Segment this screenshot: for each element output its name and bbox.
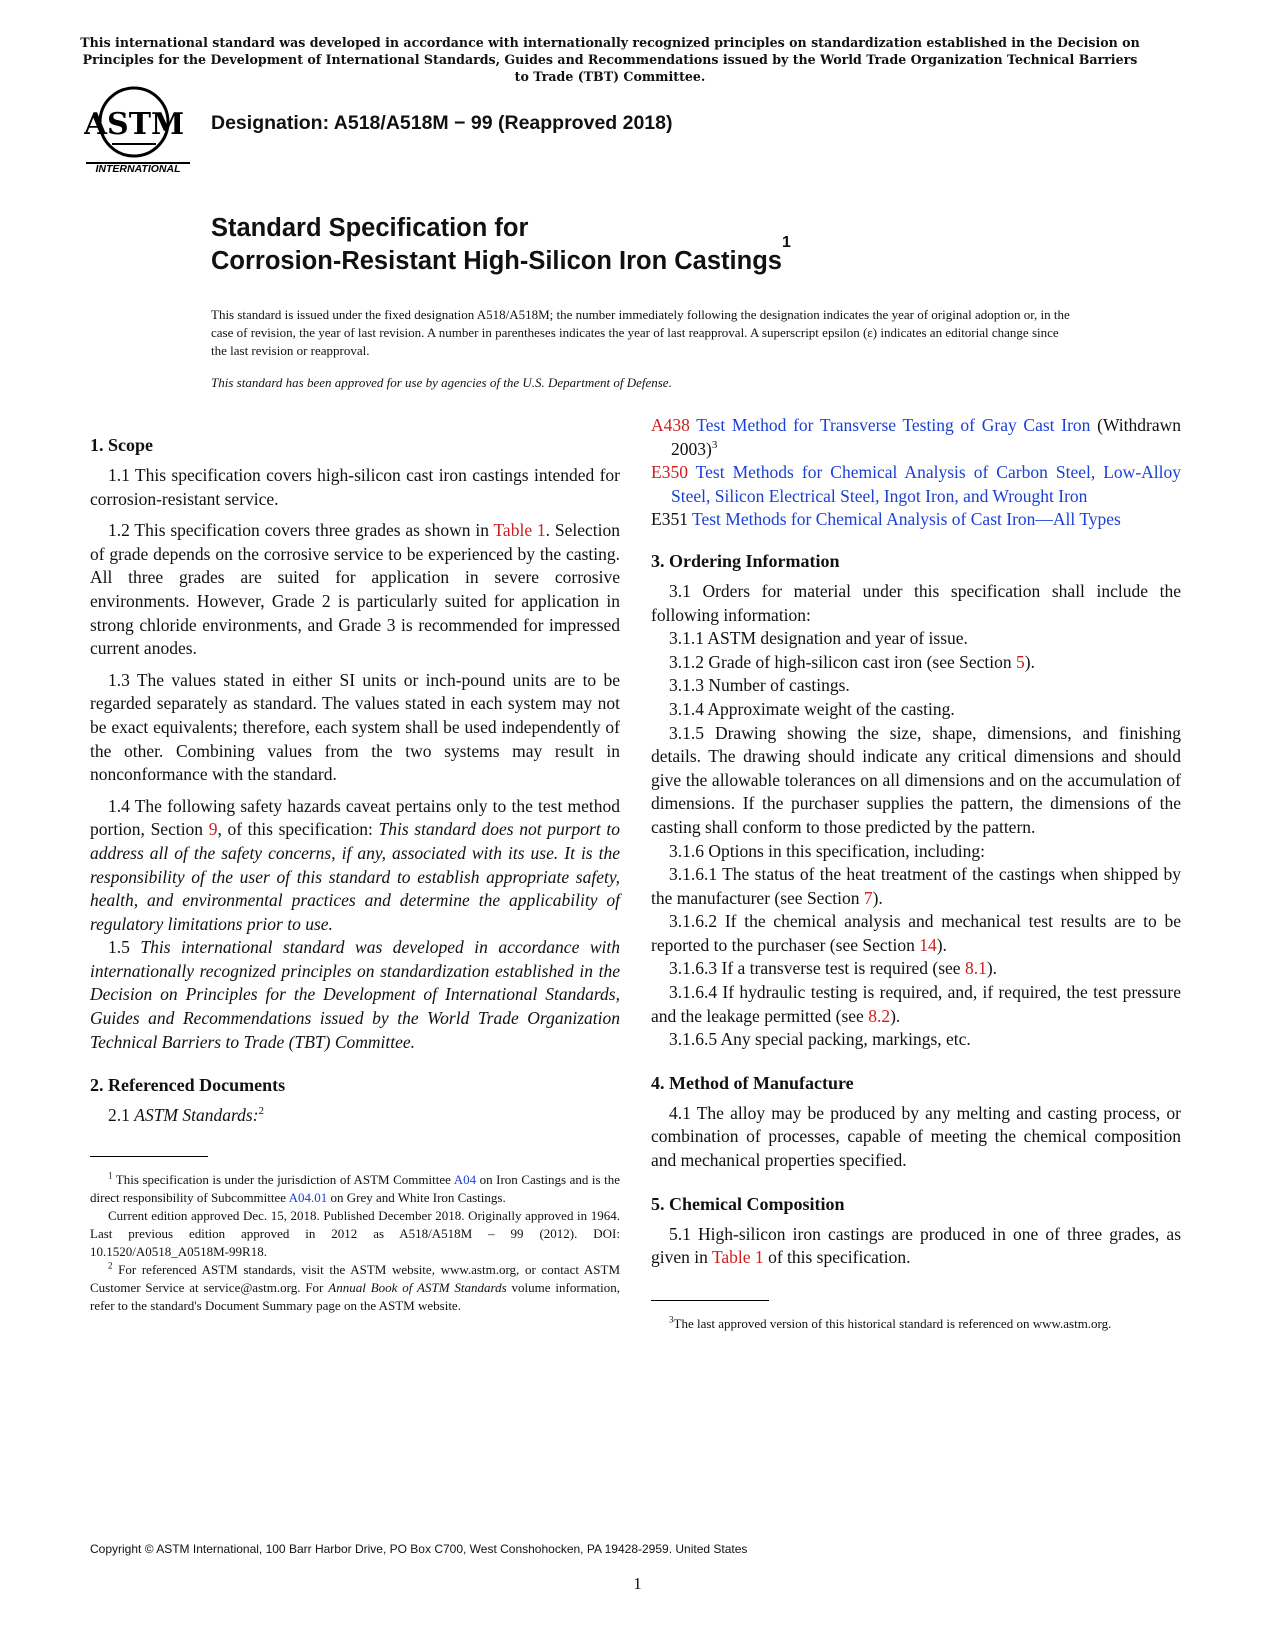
section-8-1-link[interactable]: 8.1 [964, 958, 987, 979]
right-column [651, 414, 1181, 1333]
section-4-heading: 4. Method of Manufacture [651, 1072, 854, 1093]
para-3-1-4: 3.1.4 Approximate weight of the casting. [669, 698, 955, 719]
para-1-5 [90, 936, 620, 1054]
para-4-1: 4.1 The alloy may be produced by any melting and casting process, or combination of processes, capable of meeting the chemical composition and mechanical properties specified. [651, 1102, 1181, 1171]
footnote-1-text: This specification is under the jurisdiction of ASTM Committee [112, 1171, 454, 1187]
para-2-1-text: ASTM Standards: [134, 1105, 259, 1126]
logo-letters: ASTM [84, 107, 185, 142]
para-3-1-1: 3.1.1 ASTM designation and year of issue. [669, 628, 968, 649]
tbt-notice: This international standard was developed in accordance with internationally recognized principles on standardization established in the Decision on Principles for the Development of International Standards, Guides and Recommendations issued by the World Trade Organization Technical Barriers to Trade (TBT) Committee. [80, 35, 1140, 84]
left-column [90, 434, 620, 1315]
section-1-heading: 1. Scope [90, 435, 153, 455]
para-3-1-6-3 [651, 957, 1181, 981]
para-3-1-6-3-text-b: ). [986, 958, 998, 979]
section-7-link[interactable]: 7 [863, 887, 873, 908]
para-3-1-6-2-text-b: ). [936, 934, 947, 955]
ref-a438-tail: (Withdrawn 2003) [671, 415, 1181, 459]
para-3-1-5: 3.1.5 Drawing showing the size, shape, dimensions, and finishing details. The drawing should indicate any critical dimensions and should give the allowable tolerances on all dimensions and on the accumulation of dimensions. If the purchaser supplies the pattern, the dimensions of the casting shall conform to those predicted by the pattern. [651, 722, 1181, 837]
section-14-link[interactable]: 14 [919, 934, 937, 955]
table-1-link-2[interactable]: Table 1 [711, 1247, 764, 1268]
para-1-2-text-b: . Selection of grade depends on the corrosive service to be experienced by the casting. All three grades are suited for application in severe corrosive environments. However, Grade 2 is particularly suited for application in strong chloride environments, and Grade 3 is recommended for impressed current anodes. [90, 520, 621, 659]
ref-a438-title[interactable]: Test Method for Transverse Testing of Gray Cast Iron [696, 415, 1091, 435]
para-1-3: 1.3 The values stated in either SI units or inch-pound units are to be regarded separately as standard. The values stated in each system may not be exact equivalents; therefore, each system shall be used independently of the other. Combining values from the two systems may result in nonconformance with the standard. [90, 669, 620, 785]
title-line-1: Standard Specification for [211, 214, 529, 242]
para-5-1 [651, 1223, 1181, 1270]
para-3-1-6-1-text: 3.1.6.1 The status of the heat treatment of the castings when shipped by the manufacturer (see Section [651, 864, 1181, 908]
title-line-2-text: Corrosion-Resistant High-Silicon Iron Castings [211, 247, 782, 275]
footnote-3-marker: 3 [669, 1314, 674, 1325]
astm-logo [84, 84, 200, 174]
ref-e350-code[interactable]: E350 [651, 462, 688, 483]
logo-text: INTERNATIONAL [95, 163, 181, 174]
ref-e350 [651, 461, 1181, 508]
footnote-2-marker: 2 [108, 1260, 113, 1271]
title-line-2 [211, 234, 791, 278]
para-3-1: 3.1 Orders for material under this specification shall include the following information: [651, 580, 1181, 625]
footnote-rule-left [90, 1156, 208, 1157]
dod-approval-note: This standard has been approved for use by agencies of the U.S. Department of Defense. [211, 375, 672, 390]
section-8-2-link[interactable]: 8.2 [868, 1005, 891, 1026]
para-1-1: 1.1 This specification covers high-silicon cast iron castings intended for corrosion-resistant service. [90, 465, 620, 509]
footnote-3 [651, 1315, 1181, 1333]
para-1-2 [90, 519, 620, 661]
footnote-2-italic: Annual Book of ASTM Standards [328, 1279, 507, 1295]
footnote-1 [90, 1171, 620, 1261]
footnote-2-text-b: volume information, refer to the standard's Document Summary page on the ASTM website. [90, 1279, 621, 1313]
para-1-4 [90, 795, 620, 937]
footnote-1-text-c: on Grey and White Iron Castings. [327, 1189, 506, 1205]
ref-e351-code: E351 [651, 509, 688, 530]
para-3-1-6-4-text-b: ). [890, 1005, 901, 1026]
table-1-link[interactable]: Table 1 [493, 520, 546, 541]
para-3-1-6-2-text: 3.1.6.2 If the chemical analysis and mechanical test results are to be reported to the purchaser (see Section [651, 911, 1181, 955]
footnote-2-ref[interactable]: 2 [258, 1105, 265, 1118]
section-9-link[interactable]: 9 [208, 819, 218, 840]
para-1-5-text: This international standard was developed in accordance with internationally recognized principles on standardization established in the Decision on Principles for the Development of International Standards, Guides and Recommendations issued by the World Trade Organization Technical Barriers to Trade (TBT) Committee. [90, 937, 621, 1052]
footnote-3-text: The last approved version of this historical standard is referenced on www.astm.org. [673, 1315, 1112, 1331]
copyright-footer: Copyright © ASTM International, 100 Barr Harbor Drive, PO Box C700, West Conshohocken, PA 19428-2959. United States [90, 1542, 748, 1556]
para-3-1-6-2 [651, 910, 1181, 957]
para-3-1-6-5: 3.1.6.5 Any special packing, markings, etc. [669, 1029, 971, 1050]
issued-note: This standard is issued under the fixed designation A518/A518M; the number immediately following the designation indicates the year of original adoption or, in the case of revision, the year of last revision. A number in parentheses indicates the year of last reapproval. A superscript epsilon (ε) indicates an editorial change since the last revision or reapproval. [211, 307, 1070, 358]
para-1-4-text-b: , of this specification: [217, 819, 379, 840]
para-5-1-text: 5.1 High-silicon iron castings are produced in one of three grades, as given in [651, 1223, 1181, 1268]
section-3-heading: 3. Ordering Information [651, 550, 840, 571]
footnote-rule-right [651, 1300, 769, 1301]
section-5-heading: 5. Chemical Composition [651, 1193, 845, 1214]
para-3-1-3: 3.1.3 Number of castings. [669, 675, 850, 696]
para-3-1-6: 3.1.6 Options in this specification, including: [669, 840, 985, 861]
ref-e350-title[interactable]: Test Methods for Chemical Analysis of Carbon Steel, Low-Alloy Steel, Silicon Electrical Steel, Ingot Iron, and Wrought Iron [671, 462, 1182, 506]
para-1-5-num: 1.5 [108, 937, 141, 958]
footnote-1-marker: 1 [108, 1170, 113, 1181]
designation: Designation: A518/A518M − 99 (Reapproved 2018) [211, 112, 673, 134]
title-footnote-ref[interactable]: 1 [781, 234, 791, 251]
astm-logo-icon [84, 84, 200, 174]
para-1-4-text: 1.4 The following safety hazards caveat pertains only to the test method portion, Section [90, 795, 620, 840]
subcommittee-a04-01-link[interactable]: A04.01 [288, 1189, 328, 1205]
para-5-1-text-b: of this specification. [763, 1247, 911, 1268]
para-2-1 [90, 1104, 620, 1128]
page-number: 1 [633, 1574, 642, 1593]
footnote-1-edition: Current edition approved Dec. 15, 2018. Published December 2018. Originally approved in 1964. Last previous edition approved in 2012 as A518/A518M – 99 (2012). DOI: 10.1520/A0518_A0518M-99R18. [90, 1207, 620, 1259]
ref-e351-title[interactable]: Test Methods for Chemical Analysis of Cast Iron—All Types [692, 509, 1121, 530]
para-3-1-6-3-text: 3.1.6.3 If a transverse test is required (see [669, 958, 965, 979]
para-1-2-text: 1.2 This specification covers three grades as shown in [108, 520, 494, 541]
para-3-1-6-1 [651, 863, 1181, 910]
section-5-link[interactable]: 5 [1016, 651, 1025, 672]
para-3-1-2 [651, 651, 1181, 675]
para-3-1-6-4-text: 3.1.6.4 If hydraulic testing is required, and, if required, the test pressure and the leakage permitted (see [651, 982, 1181, 1026]
document-title [211, 212, 791, 278]
para-3-1-6-4 [651, 981, 1181, 1028]
section-2-heading: 2. Referenced Documents [90, 1075, 286, 1096]
para-2-1-num: 2.1 [108, 1105, 135, 1126]
safety-caveat: This standard does not purport to address all of the safety concerns, if any, associated with its use. It is the responsibility of the user of this standard to establish appropriate safety, health, and environmental practices and determine the applicability of regulatory limitations prior to use. [90, 819, 620, 934]
para-3-1-2-text-b: ). [1024, 651, 1035, 672]
para-3-1-2-text: 3.1.2 Grade of high-silicon cast iron (see Section [669, 651, 1016, 672]
footnote-2-text: For referenced ASTM standards, visit the ASTM website, www.astm.org, or contact ASTM Customer Service at service@astm.org. For [90, 1261, 620, 1295]
footnote-1-text-b: on Iron Castings and is the direct responsibility of Subcommittee [90, 1171, 621, 1205]
ref-a438-code[interactable]: A438 [651, 415, 690, 435]
ref-a438 [651, 414, 1181, 461]
committee-a04-link[interactable]: A04 [453, 1171, 477, 1187]
para-3-1-6-1-text-b: ). [872, 887, 883, 908]
footnote-3-ref[interactable]: 3 [711, 438, 718, 451]
ref-e351 [651, 508, 1181, 532]
footnote-2 [90, 1261, 620, 1315]
